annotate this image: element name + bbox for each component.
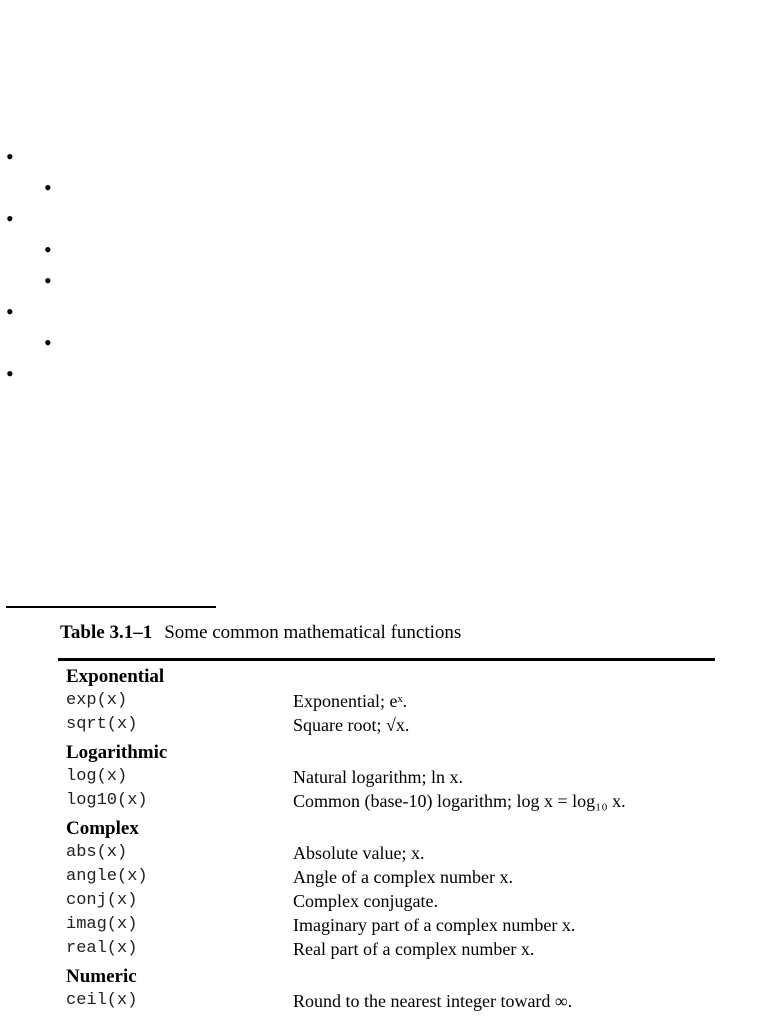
table-row — [66, 713, 715, 737]
table-row — [66, 789, 715, 813]
function-name: log(x) — [66, 767, 128, 786]
function-description: Imaginary part of a complex number x. — [293, 915, 576, 935]
function-name: real(x) — [66, 939, 138, 958]
function-description: Absolute value; x. — [293, 843, 425, 863]
function-description: Common (base-10) logarithm; log x = log₁₀ x. — [293, 791, 626, 811]
function-name: angle(x) — [66, 867, 148, 886]
bullet-level1-1: • — [6, 144, 14, 169]
section-complex — [66, 816, 715, 961]
section-exponential — [66, 664, 715, 737]
section-numeric — [66, 964, 715, 1013]
function-name: conj(x) — [66, 891, 138, 910]
function-name: imag(x) — [66, 915, 138, 934]
section-heading: Logarithmic — [66, 742, 168, 763]
footnote-rule — [6, 606, 216, 608]
table-caption-title: Some common mathematical functions — [164, 622, 462, 643]
bullet-level1-2: • — [6, 206, 14, 231]
bullet-level2-2: • — [44, 237, 52, 262]
table-caption-number: Table 3.1–1 — [60, 622, 153, 643]
function-description: Natural logarithm; ln x. — [293, 767, 463, 787]
table-caption — [60, 622, 461, 644]
function-description: Complex conjugate. — [293, 891, 438, 911]
table-row — [66, 913, 715, 937]
function-name: sqrt(x) — [66, 715, 138, 734]
function-name: abs(x) — [66, 843, 128, 862]
function-description: Square root; √x. — [293, 715, 410, 735]
function-name: exp(x) — [66, 691, 128, 710]
table-row — [66, 689, 715, 713]
section-heading: Numeric — [66, 966, 137, 987]
table-row — [66, 865, 715, 889]
section-heading: Complex — [66, 818, 139, 839]
functions-table — [66, 664, 715, 1016]
table-row — [66, 989, 715, 1013]
bullet-level1-4: • — [6, 361, 14, 386]
bullet-level1-3: • — [6, 299, 14, 324]
section-logarithmic — [66, 740, 715, 813]
function-description: Real part of a complex number x. — [293, 939, 535, 959]
table-top-rule — [58, 658, 715, 661]
table-row — [66, 937, 715, 961]
table-row — [66, 765, 715, 789]
section-heading: Exponential — [66, 666, 165, 687]
table-row — [66, 889, 715, 913]
table-row — [66, 841, 715, 865]
function-description: Round to the nearest integer toward ∞. — [293, 991, 573, 1011]
bullet-level2-4: • — [44, 330, 52, 355]
function-name: ceil(x) — [66, 991, 138, 1010]
bullet-level2-3: • — [44, 268, 52, 293]
bullet-level2-1: • — [44, 175, 52, 200]
function-name: log10(x) — [66, 791, 148, 810]
function-description: Exponential; eˣ. — [293, 691, 408, 711]
function-description: Angle of a complex number x. — [293, 867, 513, 887]
